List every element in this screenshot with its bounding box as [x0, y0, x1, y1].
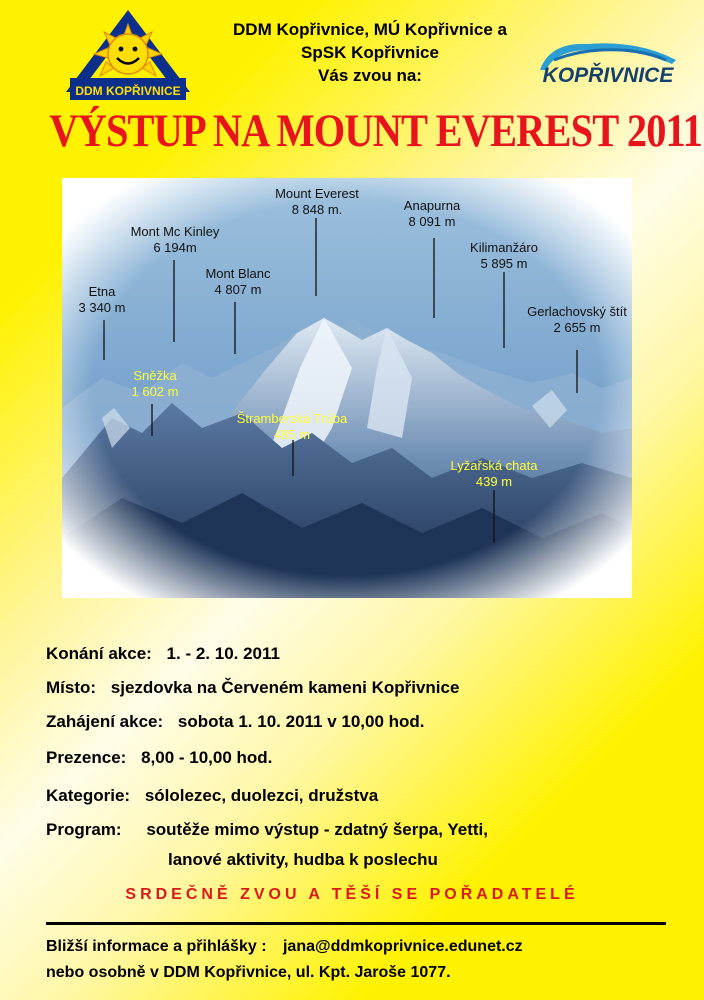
info-label: Místo: [46, 678, 97, 697]
info-value: sólolezec, duolezci, družstva [144, 786, 379, 805]
poster-title: VÝSTUP NA MOUNT EVEREST 2011 [49, 105, 703, 157]
info-kategorie [46, 786, 378, 806]
peak-label-mont-mc-kinley [120, 224, 230, 256]
info-value: soutěže mimo výstup - zdatný šerpa, Yetti, [146, 820, 488, 839]
koprivnice-logo-text: KOPŘIVNICE [542, 64, 674, 87]
peak-height: 6 194m [153, 240, 197, 255]
peak-name: Štramberská Trúba [236, 411, 348, 426]
contact-line-2: nebo osobně v DDM Kopřivnice, ul. Kpt. Jaroše 1077. [46, 964, 451, 981]
peak-label-lyzarska-chata [434, 458, 554, 490]
info-value: 1. - 2. 10. 2011 [166, 644, 280, 663]
info-label: Program: [46, 820, 122, 839]
peak-height: 8 091 m [408, 214, 456, 229]
ddm-logo-text: DDM KOPŘIVNICE [75, 84, 181, 98]
peak-name: Mont Mc Kinley [130, 224, 220, 239]
contact-line-1 [46, 938, 523, 956]
peak-label-etna [72, 284, 132, 316]
organizers [190, 18, 550, 87]
peak-label-mount-everest [262, 186, 372, 218]
peak-height: 8 848 m. [291, 202, 343, 217]
peak-height: 4 807 m [214, 282, 262, 297]
organizers-line-2: SpSK Kopřivnice [301, 43, 439, 62]
peak-label-mont-blanc [188, 266, 288, 298]
peak-height: 439 m [475, 474, 513, 489]
peak-label-snezka [120, 368, 190, 400]
info-label: Zahájení akce: [46, 712, 164, 731]
info-value: sjezdovka na Červeném kameni Kopřivnice [110, 678, 460, 697]
organizers-line-1: DDM Kopřivnice, MÚ Kopřivnice a [233, 20, 507, 39]
info-value: sobota 1. 10. 2011 v 10,00 hod. [177, 712, 425, 731]
peak-name: Lyžařská chata [450, 458, 538, 473]
koprivnice-logo [526, 38, 686, 100]
contact-label: Bližší informace a přihlášky : [46, 938, 267, 955]
divider [46, 922, 666, 925]
invite-text: SRDEČNĚ ZVOU A TĚŠÍ SE POŘADATELÉ [125, 886, 579, 903]
peak-label-gerlachovsky-stit [517, 304, 637, 336]
contact-email[interactable]: jana@ddmkoprivnice.edunet.cz [282, 938, 523, 955]
ddm-sun-logo [62, 6, 194, 102]
info-program-line-2: lanové aktivity, hudba k poslechu [168, 850, 438, 869]
peak-name: Sněžka [133, 368, 177, 383]
info-prezence [46, 748, 272, 768]
info-misto [46, 678, 459, 698]
peak-name: Etna [88, 284, 116, 299]
peak-name: Gerlachovský štít [527, 304, 627, 319]
info-konani [46, 644, 280, 664]
peak-height: 3 340 m [78, 300, 126, 315]
peak-height: 5 895 m [480, 256, 528, 271]
info-label: Prezence: [46, 748, 127, 767]
peak-height: 485 m [273, 427, 311, 442]
info-label: Kategorie: [46, 786, 131, 805]
peak-name: Anapurna [403, 198, 461, 213]
info-program [46, 820, 488, 840]
peak-name: Mount Everest [275, 186, 359, 201]
peak-label-kilimanzaro [454, 240, 554, 272]
peak-label-anapurna [382, 198, 482, 230]
peak-height: 1 602 m [131, 384, 179, 399]
info-zahajeni [46, 712, 425, 732]
peak-label-stramberska-truba [222, 411, 362, 443]
peak-name: Mont Blanc [205, 266, 271, 281]
info-label: Konání akce: [46, 644, 152, 663]
organizers-line-3: Vás zvou na: [318, 66, 422, 85]
info-value: 8,00 - 10,00 hod. [141, 748, 273, 767]
peak-name: Kilimanžáro [470, 240, 538, 255]
mountain-photo [62, 178, 632, 598]
peak-height: 2 655 m [553, 320, 601, 335]
